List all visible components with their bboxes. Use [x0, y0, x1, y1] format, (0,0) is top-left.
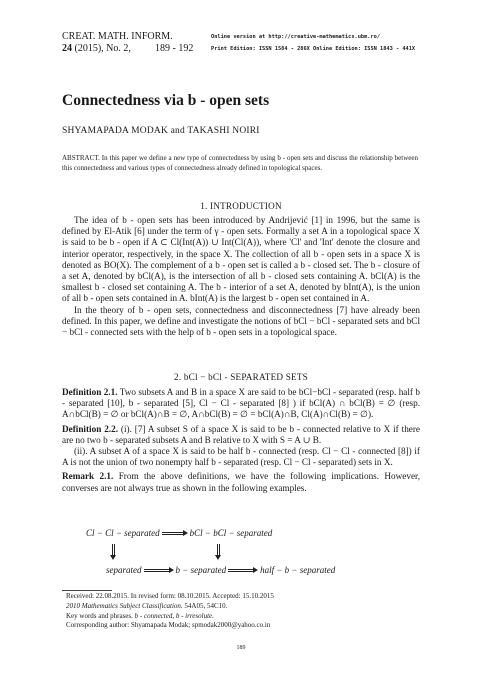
- remark-2-1-text: From the above definitions, we have the following implications. However, converses are not always true as shown in the following examples.: [62, 471, 421, 493]
- issue-info: (2015), No. 2,: [72, 43, 131, 54]
- implies-arrow-icon: [228, 568, 258, 573]
- node-bcl-bcl-separated: bCl − bCl − separated: [189, 528, 273, 538]
- intro-paragraph-1: The idea of b - open sets has been introduced by Andrijević [1] in 1996, but the same is defined by El-Atik [6] under the term of γ - open sets. Formally a set A in a topological space X is said to be b - open if A ⊂ Cl(Int(A)) ∪ Int(Cl(A)), where 'Cl' and 'Int' denote the closure and interior operator, respectively, in the space X. The collection of all b - open sets in a space X is denoted as BO(X). The complement of a b - open set is called a b - closed set. The b - closure of a set A, denoted by bCl(A), is the intersection of all b - closed sets containing A. bCl(A) is the smallest b - closed set containing A. The b - interior of a set A, denoted by bInt(A), is the union of all b - open sets contained in A. bInt(A) is the largest b - open set contained in A.: [62, 215, 420, 304]
- footnote-divider: [62, 590, 112, 591]
- volume-number: 24: [62, 43, 72, 54]
- authors: SHYAMAPADA MODAK and TAKASHI NOIRI: [62, 126, 260, 136]
- down-arrow-icon: [216, 544, 221, 560]
- abstract-text: In this paper we define a new type of connectedness by using b - open sets and discuss the relationship between this connectedness and various types of connectedness already defined in topological spaces.: [62, 154, 418, 172]
- msc-classification: [66, 602, 426, 612]
- keywords-label: Key words and phrases.: [66, 611, 133, 620]
- abstract-label: ABSTRACT.: [62, 154, 100, 162]
- implies-arrow-icon: [162, 531, 188, 536]
- down-arrow-icon: [111, 544, 116, 560]
- diagram-row-bottom: [106, 565, 335, 575]
- journal-name: CREAT. MATH. INFORM.: [62, 31, 173, 42]
- definition-2-2-part-i: (i). [7] A subset S of a space X is said to be b - connected relative to X if there are no two b - separated subsets A and B relative to X with S = A ∪ B.: [62, 423, 421, 445]
- msc-codes: 54A05, 54C10.: [184, 601, 228, 610]
- diagram-row-top: [86, 528, 272, 538]
- page-number: 189: [236, 645, 246, 651]
- online-version: Online version at http://creative-mathematics.ubm.ro/: [211, 34, 381, 40]
- remark-2-1-label: Remark 2.1.: [62, 471, 114, 482]
- received-dates: Received: 22.08.2015. In revised form: 08.10.2015. Accepted: 15.10.2015: [66, 592, 274, 600]
- footnotes: [66, 592, 426, 631]
- section-heading-separated-sets: 2. bCl − bCl - SEPARATED SETS: [174, 372, 308, 382]
- print-edition: Print Edition: ISSN 1584 - 286X Online Edition: ISSN 1843 - 441X: [211, 46, 416, 52]
- section-heading-introduction: 1. INTRODUCTION: [200, 201, 282, 211]
- definition-2-1-label: Definition 2.1.: [62, 387, 118, 397]
- node-b-separated: b − separated: [175, 565, 227, 575]
- node-half-b-separated: half − b − separated: [260, 565, 336, 575]
- corresponding-author: Corresponding author: Shyamapada Modak; spmodak2000@yahoo.co.in: [66, 621, 271, 630]
- keywords: [66, 612, 426, 622]
- msc-label: 2010 Mathematics Subject Classification.: [66, 601, 183, 610]
- definition-2-2-label: Definition 2.2.: [62, 423, 118, 434]
- definition-2-1-text: Two subsets A and B in a space X are said to be bCl−bCl - separated (resp. half b - separated [10], b - separated [5], Cl − Cl - separated [8] ) if bCl(A) ∩ bCl(B) = ∅ (resp. A∩bCl(B) = ∅ or bCl(A)∩B = ∅, A∩bCl(B) = ∅ = bCl(A)∩B, Cl(A)∩Cl(B) = ∅).: [62, 387, 420, 420]
- page-range: 189 - 192: [155, 43, 194, 54]
- implies-arrow-icon: [144, 568, 174, 573]
- keywords-list: b - connected, b - irresolute.: [134, 611, 214, 620]
- node-separated: separated: [106, 565, 142, 575]
- node-cl-cl-separated: Cl − Cl − separated: [86, 528, 160, 538]
- intro-paragraph-2: In the theory of b - open sets, connectedness and disconnectedness [7] have already been defined. In this paper, we define and investigate the notions of bCl − bCl - separated sets and bCl − bCl - connected sets with the help of b - open sets in a topological space.: [62, 304, 420, 338]
- paper-title: Connectedness via b - open sets: [62, 92, 270, 109]
- definition-2-2-part-ii: (ii). A subset A of a space X is said to be half b - connected (resp. Cl − Cl - connected [8]) if A is not the union of two nonempty half b - separated (resp. Cl − Cl - separated) sets in X.: [62, 446, 420, 468]
